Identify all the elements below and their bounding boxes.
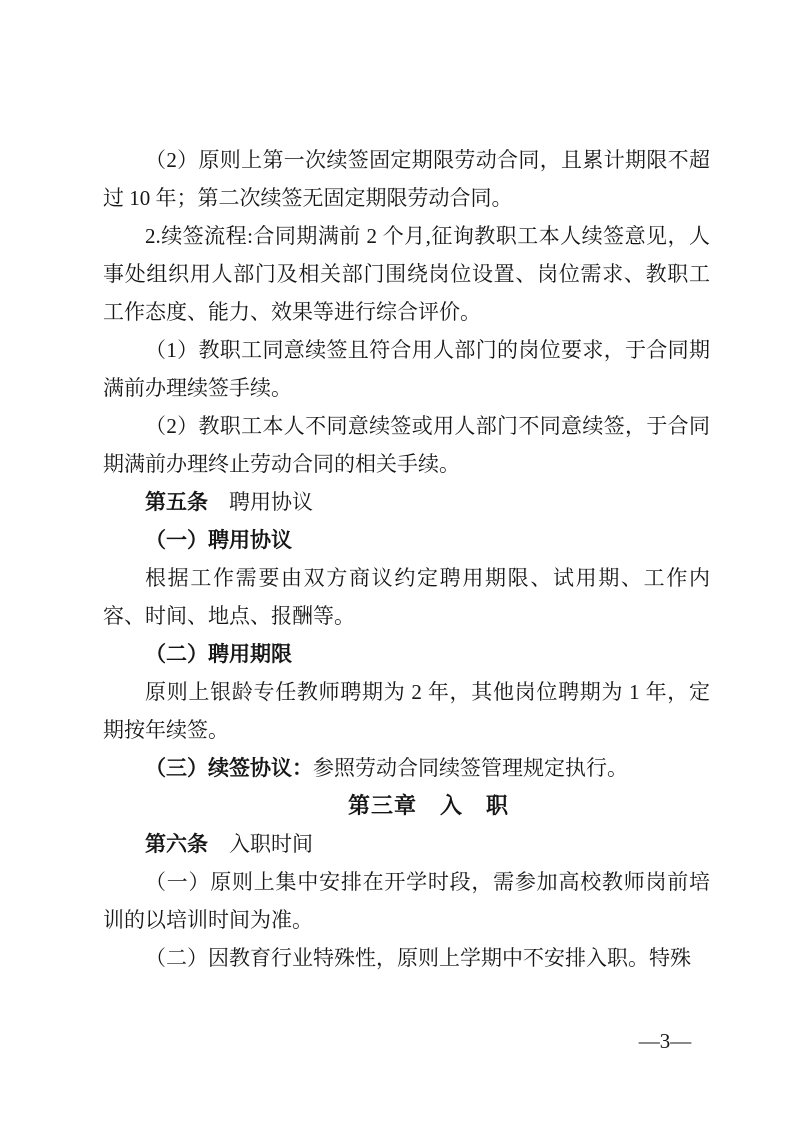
heading-article-6 — [103, 825, 710, 863]
para-renewal-agree: （1）教职工同意续签且符合用人部门的岗位要求，于合同期满前办理续签手续。 — [103, 338, 710, 400]
para-agreement-content: 根据工作需要由双方商议约定聘用期限、试用期、工作内容、时间、地点、报酬等。 — [103, 566, 710, 628]
para-renewal-agreement — [103, 749, 710, 787]
article-6-title: 入职时间 — [208, 832, 313, 856]
para-onboarding-time-2: （二）因教育行业特殊性，原则上学期中不安排入职。特殊 — [145, 946, 691, 970]
document-body — [103, 141, 710, 977]
chapter-3-heading: 第三章 入 职 — [347, 793, 509, 818]
para-renewal-disagree: （2）教职工本人不同意续签或用人部门不同意续签，于合同期满前办理终止劳动合同的相关手续。 — [103, 414, 710, 476]
para-renewal-fixed-term: （2）原则上第一次续签固定期限劳动合同，且累计期限不超过 10 年；第二次续签无固定期限劳动合同。 — [103, 148, 710, 210]
renewal-agreement-label: （三）续签协议： — [145, 756, 313, 780]
article-5-label: 第五条 — [145, 490, 208, 514]
heading-employment-term: （二）聘用期限 — [145, 642, 292, 666]
article-5-title: 聘用协议 — [208, 490, 313, 514]
heading-employment-agreement: （一）聘用协议 — [145, 528, 292, 552]
renewal-agreement-text: 参照劳动合同续签管理规定执行。 — [313, 756, 628, 780]
page-number: —3— — [638, 1029, 692, 1053]
para-renewal-process: 2.续签流程:合同期满前 2 个月,征询教职工本人续签意见，人事处组织用人部门及相关部门围绕岗位设置、岗位需求、教职工工作态度、能力、效果等进行综合评价。 — [103, 224, 710, 324]
para-employment-term: 原则上银龄专任教师聘期为 2 年，其他岗位聘期为 1 年，定期按年续签。 — [103, 680, 710, 742]
para-onboarding-time-1: （一）原则上集中安排在开学时段，需参加高校教师岗前培训的以培训时间为准。 — [103, 870, 710, 932]
article-6-label: 第六条 — [145, 832, 208, 856]
heading-article-5 — [103, 483, 710, 521]
